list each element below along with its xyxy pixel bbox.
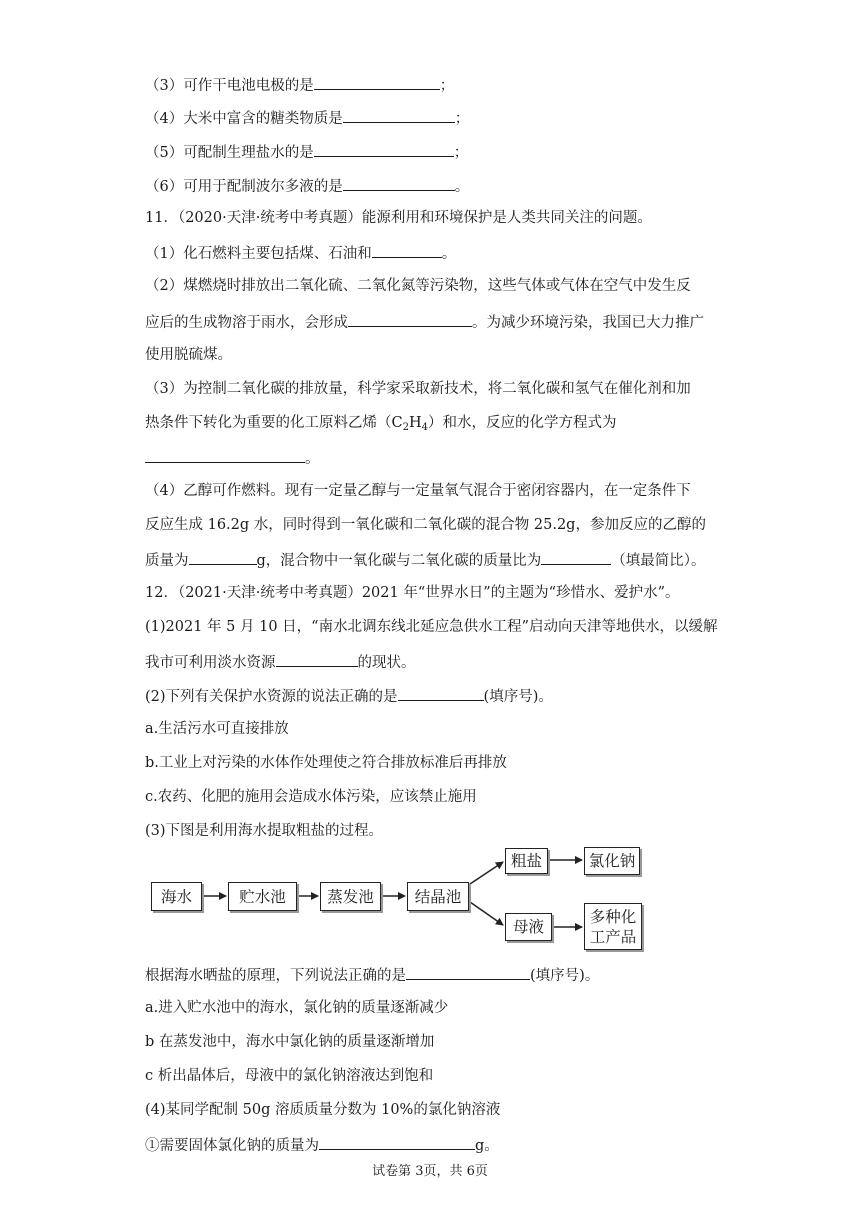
answer-blank[interactable]: [406, 964, 530, 980]
q12-2-option-b: b.工业上对污染的水体作处理使之符合排放标准后再排放: [145, 755, 507, 771]
q10-6-text: （6）可用于配制波尔多液的是: [145, 179, 343, 195]
punct: ；: [453, 145, 469, 161]
q12-4-1-text: ①需要固体氯化钠的质量为: [145, 1138, 319, 1154]
q11-2-line1: （2）煤燃烧时排放出二氧化硫、二氧化氮等污染物，这些气体或气体在空气中发生反: [145, 278, 691, 294]
products-line2: 工产品: [589, 927, 637, 946]
q12-3-question: [145, 964, 599, 986]
q11-3-text: 热条件下转化为重要的化工原料乙烯（C: [145, 415, 403, 431]
q12-3-option-a: a.进入贮水池中的海水，氯化钠的质量逐渐减少: [145, 1000, 449, 1016]
q12-3-text-tail: (填序号)。: [530, 968, 600, 984]
arrow: [470, 862, 503, 884]
punct: ；: [439, 78, 455, 94]
subscript: 2: [402, 422, 409, 433]
products-line1: 多种化: [589, 907, 637, 926]
q11-3-line1: （3）为控制二氧化碳的排放量，科学家采取新技术，将二氧化碳和氢气在催化剂和加: [145, 381, 691, 397]
punct: 。: [454, 179, 470, 195]
q12-2-text-tail: (填序号)。: [483, 689, 553, 705]
q12-1-line1: (1)2021 年 5 月 10 日，“南水北调东线北延应急供水工程”启动向天津等地供水，以缓解: [145, 619, 718, 635]
answer-blank[interactable]: [319, 1134, 475, 1150]
q12-4-1-line: [145, 1134, 499, 1156]
box-evaporation-pool: 蒸发池: [320, 882, 381, 911]
box-chemical-products: [584, 903, 642, 950]
q11-1-text: （1）化石燃料主要包括煤、石油和: [145, 246, 372, 262]
punct: ；: [454, 111, 470, 127]
q12-stem: 12．（2021·天津·统考中考真题）2021 年“世界水日”的主题为“珍惜水、爱护水”。: [145, 585, 680, 601]
punct: 。: [441, 246, 457, 262]
q11-2-line3: 使用脱硫煤。: [145, 347, 232, 363]
punct: 。: [305, 451, 320, 467]
q11-2-text-tail: 。为减少环境污染，我国已大力推广: [472, 315, 704, 331]
q11-4-line1: （4）乙醇可作燃料。现有一定量乙醇与一定量氧气混合于密闭容器内，在一定条件下: [145, 483, 691, 499]
q11-4-text: 质量为: [145, 553, 189, 569]
box-seawater: 海水: [151, 882, 202, 911]
q12-3-option-b: b 在蒸发池中，海水中氯化钠的质量逐渐增加: [145, 1034, 435, 1050]
q12-3-option-c: c 析出晶体后，母液中的氯化钠溶液达到饱和: [145, 1068, 434, 1084]
q11-4-text-mid: g，混合物中一氧化碳与二氧化碳的质量比为: [256, 553, 542, 569]
q10-3-text: （3）可作干电池电极的是: [145, 78, 314, 94]
page-footer: 试卷第 3页，共 6页: [372, 1164, 488, 1179]
q12-3-line: (3)下图是利用海水提取粗盐的过程。: [145, 823, 384, 839]
q12-2-option-a: a.生活污水可直接排放: [145, 721, 289, 737]
q12-2-option-c: c.农药、化肥的施用会造成水体污染，应该禁止施用: [145, 789, 477, 805]
q11-4-text-tail: （填最简比）。: [611, 553, 706, 569]
q11-2-text: 应后的生成物溶于雨水，会形成: [145, 315, 348, 331]
box-crude-salt: 粗盐: [505, 848, 548, 874]
q10-5-text: （5）可配制生理盐水的是: [145, 145, 314, 161]
box-sodium-chloride: 氯化钠: [584, 847, 640, 875]
q11-3-text-tail: ）和水，反应的化学方程式为: [428, 415, 617, 431]
q11-4-line2: 反应生成 16.2g 水，同时得到一氧化碳和二氧化碳的混合物 25.2g，参加反应的乙醇的: [145, 517, 706, 533]
q12-2-text: (2)下列有关保护水资源的说法正确的是: [145, 689, 398, 705]
q12-1-text: 我市可利用淡水资源: [145, 655, 276, 671]
q12-1-text-tail: 的现状。: [357, 655, 416, 671]
q11-stem: 11．（2020·天津·统考中考真题）能源利用和环境保护是人类共同关注的问题。: [145, 210, 652, 226]
q12-4-1-text-tail: g。: [475, 1138, 499, 1154]
box-mother-liquor: 母液: [505, 913, 552, 941]
arrow: [470, 902, 503, 925]
q10-4-text: （4）大米中富含的糖类物质是: [145, 111, 343, 127]
subscript: 4: [421, 422, 428, 433]
box-storage-pool: 贮水池: [228, 882, 297, 911]
q12-3-text: 根据海水晒盐的原理，下列说法正确的是: [145, 968, 406, 984]
box-crystallization-pool: 结晶池: [407, 882, 469, 911]
formula-h: H: [408, 415, 422, 431]
q12-4-line: (4)某同学配制 50g 溶质质量分数为 10%的氯化钠溶液: [145, 1102, 501, 1118]
